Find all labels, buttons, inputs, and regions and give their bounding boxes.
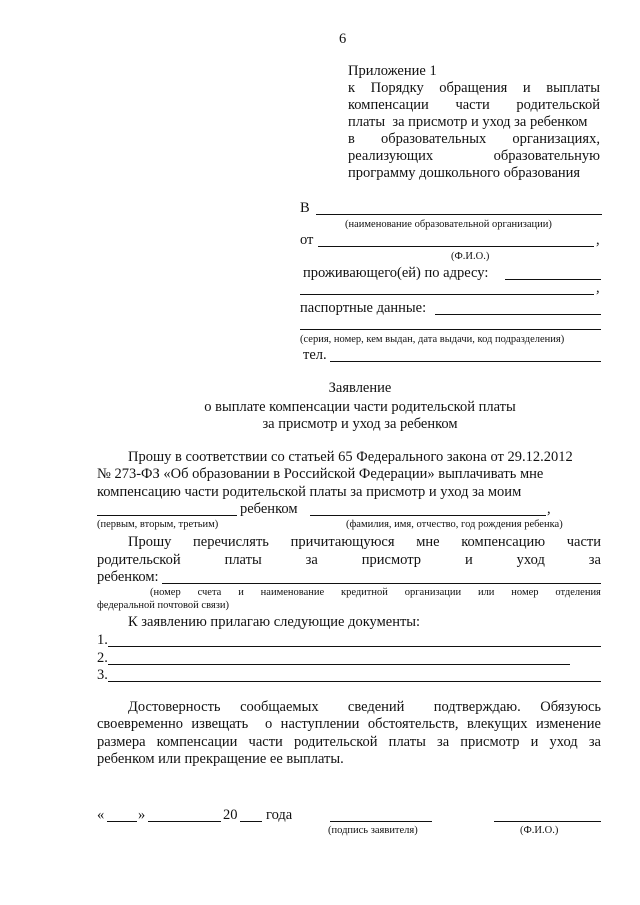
year-field-line[interactable]	[240, 821, 262, 822]
to-caption: (наименование образовательной организации)	[345, 219, 552, 230]
from-prefix: от	[300, 232, 314, 248]
body-p2-line-1: Прошу перечислять причитающуюся мне компенсацию части	[128, 534, 601, 550]
title-line-1: Заявление	[328, 380, 392, 396]
account-caption-line-1: (номер счета и наименование кредитной организации или номер отделения	[150, 587, 601, 598]
body-p1-line-1: Прошу в соответствии со статьей 65 Федерального закона от 29.12.2012	[128, 449, 573, 465]
from-field-line[interactable]	[318, 246, 594, 247]
signature-field-line[interactable]	[330, 821, 432, 822]
to-prefix: В	[300, 200, 310, 216]
phone-field-line[interactable]	[330, 361, 601, 362]
doc-item-3-number: 3.	[97, 667, 108, 683]
doc-item-3-line[interactable]	[108, 681, 601, 682]
phone-label: тел.	[303, 347, 327, 363]
doc-item-1-line[interactable]	[108, 646, 601, 647]
docs-label: К заявлению прилагаю следующие документы:	[128, 614, 421, 630]
appendix-line-4: в образовательных организациях,	[348, 131, 600, 147]
to-field-line[interactable]	[316, 214, 602, 215]
child-word: ребенком	[240, 501, 298, 517]
doc-item-2-number: 2.	[97, 650, 108, 666]
account-caption-line-2: федеральной почтовой связи)	[97, 600, 230, 611]
address-line-1[interactable]	[505, 279, 601, 280]
footer-fio-field-line[interactable]	[494, 821, 601, 822]
passport-label: паспортные данные:	[300, 300, 427, 316]
body-p3-line-2: своевременно извещать о наступлении обстоятельств, влекущих изменение	[97, 716, 601, 732]
body-p3-line-1: Достоверность сообщаемых сведений подтверждаю. Обязуюсь	[128, 699, 601, 715]
signature-caption: (подпись заявителя)	[328, 825, 418, 836]
body-p2-line-2: родительской платы за присмотр и уход за	[97, 552, 601, 568]
date-open-quote: «	[97, 807, 105, 823]
passport-line-1[interactable]	[435, 314, 601, 315]
appendix-line-3: платы за присмотр и уход за ребенком	[348, 114, 588, 130]
doc-item-1-number: 1.	[97, 632, 108, 648]
passport-caption: (серия, номер, кем выдан, дата выдачи, код подразделения)	[300, 334, 565, 345]
account-line[interactable]	[162, 583, 601, 584]
body-p2-line-3: ребенком:	[97, 569, 159, 585]
from-comma: ,	[596, 232, 600, 248]
appendix-line-1: к Порядку обращения и выплаты	[348, 80, 600, 96]
date-close-quote: »	[138, 807, 146, 823]
title-line-2: о выплате компенсации части родительской платы	[204, 399, 516, 415]
appendix-line-5: реализующих образовательную	[348, 148, 600, 164]
appendix-line-2: компенсации части родительской	[348, 97, 600, 113]
year-prefix: 20	[223, 807, 238, 823]
address-line-2[interactable]	[300, 294, 594, 295]
child-comma: ,	[547, 501, 551, 517]
month-field-line[interactable]	[148, 821, 221, 822]
page-number: 6	[339, 31, 347, 47]
footer-fio-caption: (Ф.И.О.)	[520, 825, 559, 836]
doc-item-2-line[interactable]	[108, 664, 570, 665]
child-order-line[interactable]	[97, 515, 237, 516]
year-suffix: года	[266, 807, 293, 823]
child-name-caption: (фамилия, имя, отчество, год рождения ребенка)	[346, 519, 563, 530]
passport-line-2[interactable]	[300, 329, 601, 330]
address-comma: ,	[596, 280, 600, 296]
body-p3-line-4: ребенком или прекращение ее выплаты.	[97, 751, 344, 767]
body-p1-line-2: № 273-ФЗ «Об образовании в Российской Федерации» выплачивать мне	[97, 466, 544, 482]
address-label: проживающего(ей) по адресу:	[303, 265, 489, 281]
fio-caption: (Ф.И.О.)	[451, 251, 490, 262]
child-name-line[interactable]	[310, 515, 546, 516]
appendix-line-6: программу дошкольного образования	[348, 165, 581, 181]
title-line-3: за присмотр и уход за ребенком	[262, 416, 458, 432]
child-order-caption: (первым, вторым, третьим)	[97, 519, 219, 530]
body-p3-line-3: размера компенсации части родительской платы за присмотр и уход за	[97, 734, 601, 750]
body-p1-line-3: компенсацию части родительской платы за присмотр и уход за моим	[97, 484, 522, 500]
appendix-title: Приложение 1	[348, 63, 437, 79]
day-field-line[interactable]	[107, 821, 137, 822]
